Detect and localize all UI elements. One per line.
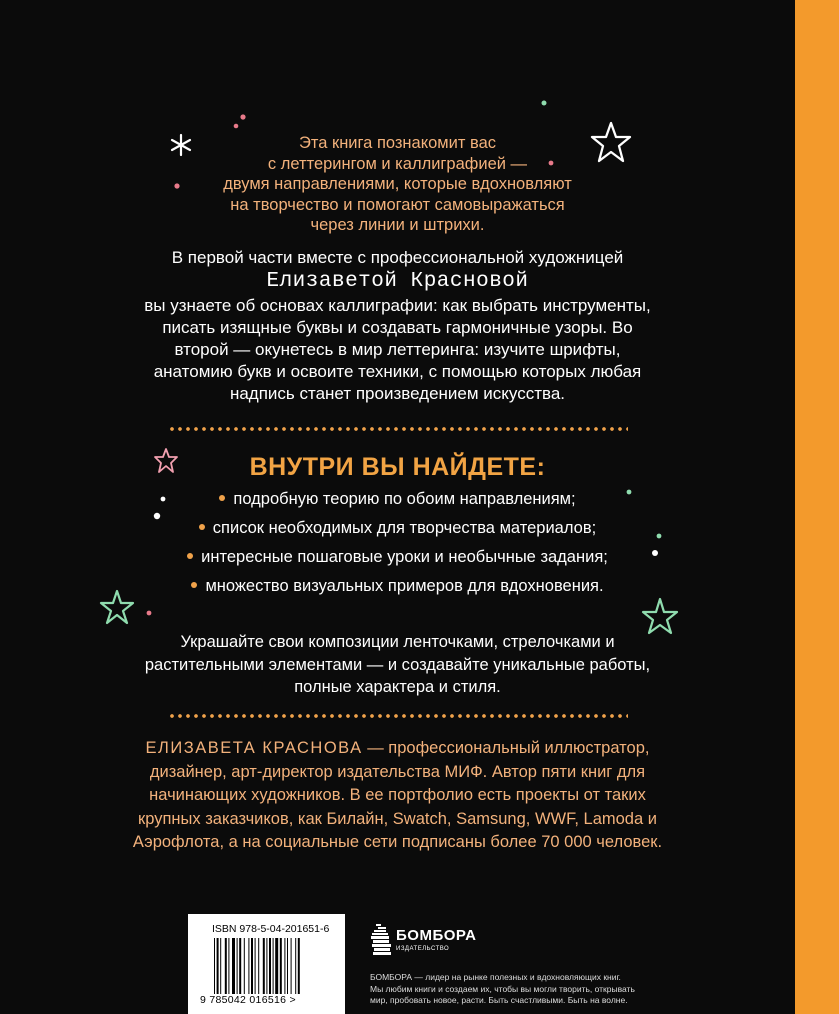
- barcode-bar: [284, 938, 285, 994]
- text-line: [0, 737, 795, 761]
- barcode-bar: [295, 938, 296, 994]
- bullet-icon: [219, 495, 225, 501]
- closing-paragraph: [0, 631, 795, 699]
- part1-paragraph: [0, 247, 795, 405]
- barcode-bar: [248, 938, 249, 994]
- list-item-text: множество визуальных примеров для вдохновения.: [205, 577, 604, 595]
- text-line: Эта книга познакомит вас: [298, 134, 497, 152]
- barcode-bar: [255, 938, 256, 994]
- text-line: Украшайте свои композиции ленточками, стрелочками и: [180, 633, 615, 651]
- barcode-bar: [217, 938, 219, 994]
- text-line: мир, пробовать новое, расти. Быть счастливыми. Быть на волне.: [370, 995, 628, 1005]
- bullet-icon: [199, 524, 205, 530]
- text-line: БОМБОРА — лидер на рынке полезных и вдохновляющих книг.: [370, 972, 621, 982]
- text-line: двумя направлениями, которые вдохновляют: [223, 175, 572, 193]
- barcode-bar: [280, 938, 282, 994]
- inside-heading: ВНУТРИ ВЫ НАЙДЕТЕ:: [249, 453, 546, 481]
- barcode-bar: [214, 938, 215, 994]
- author-bio-text: — профессиональный иллюстратор,: [362, 739, 650, 757]
- publisher-logo-icon: [370, 922, 394, 960]
- text-line: анатомию букв и освоите техники, с помощью которых любая: [153, 362, 642, 381]
- list-item: [0, 577, 795, 596]
- barcode-bar: [273, 938, 274, 994]
- list-item: [0, 490, 795, 509]
- barcode-digits: 9 785042 016516 >: [200, 994, 296, 1006]
- intro-text: [0, 133, 795, 236]
- text-line: Мы любим книги и создаем их, чтобы вы могли творить, открывать: [370, 983, 635, 994]
- dotted-divider: [168, 426, 628, 432]
- barcode-bar: [298, 938, 300, 994]
- publisher-tagline: [370, 972, 635, 1007]
- text-line: второй — окунетесь в мир леттеринга: изучите шрифты,: [174, 340, 621, 359]
- barcode-bar: [244, 938, 245, 994]
- barcode-bar: [287, 938, 288, 994]
- text-line: вы узнаете об основах каллиграфии: как выбрать инструменты,: [144, 296, 651, 315]
- list-item: [0, 548, 795, 567]
- barcode-bar: [258, 938, 259, 994]
- author-bio-name: ЕЛИЗАВЕТА КРАСНОВА: [145, 739, 363, 757]
- text-line: начинающих художников. В ее портфолио есть проекты от таких: [149, 786, 646, 804]
- barcode-bar: [291, 938, 292, 994]
- list-item-text: подробную теорию по обоим направлениям;: [233, 490, 576, 508]
- barcode-bar: [228, 938, 229, 994]
- barcode-bar: [220, 938, 221, 994]
- publisher-sub: ИЗДАТЕЛЬСТВО: [396, 946, 450, 952]
- text-line: на творчество и помогают самовыражаться: [230, 195, 565, 214]
- text-line: крупных заказчиков, как Билайн, Swatch, Samsung, WWF, Lamoda и: [138, 809, 657, 828]
- barcode-bar: [269, 938, 271, 994]
- isbn-label: ISBN 978-5-04-201651-6: [212, 923, 330, 935]
- bullet-icon: [187, 553, 193, 559]
- text-line: дизайнер, арт-директор издательства МИФ. Автор пяти книг для: [149, 762, 646, 781]
- barcode-bar: [266, 938, 267, 994]
- barcode: [188, 914, 345, 1014]
- barcode-bar: [251, 938, 253, 994]
- book-spine-edge: [795, 0, 839, 1014]
- dotted-divider: [168, 713, 628, 719]
- barcode-bar: [225, 938, 227, 994]
- text-line: надпись станет произведением искусства.: [229, 384, 566, 403]
- text-line: через линии и штрихи.: [310, 216, 485, 234]
- bullet-icon: [191, 582, 197, 588]
- text-line: Аэрофлота, а на социальные сети подписаны более 70 000 человек.: [132, 833, 663, 851]
- barcode-bar: [263, 938, 265, 994]
- list-item-text: интересные пошаговые уроки и необычные задания;: [201, 548, 608, 566]
- publisher-name: БОМБОРА: [396, 927, 477, 944]
- text-line: полные характера и стиля.: [294, 678, 501, 696]
- author-bio: [0, 737, 795, 855]
- list-item-text: список необходимых для творчества материалов;: [212, 519, 597, 537]
- author-name: Елизаветой Красновой: [266, 270, 529, 293]
- list-item: [0, 519, 795, 538]
- barcode-bar: [275, 938, 278, 994]
- text-line: с леттерингом и каллиграфией —: [267, 154, 528, 173]
- barcode-bars: [212, 938, 330, 994]
- text-line: растительными элементами — и создавайте уникальные работы,: [144, 655, 651, 674]
- barcode-bar: [239, 938, 241, 994]
- text-line: писать изящные буквы и создавать гармоничные узоры. Во: [162, 318, 633, 337]
- barcode-bar: [232, 938, 235, 994]
- text-line: В первой части вместе с профессиональной художницей: [171, 248, 624, 267]
- barcode-bar: [237, 938, 238, 994]
